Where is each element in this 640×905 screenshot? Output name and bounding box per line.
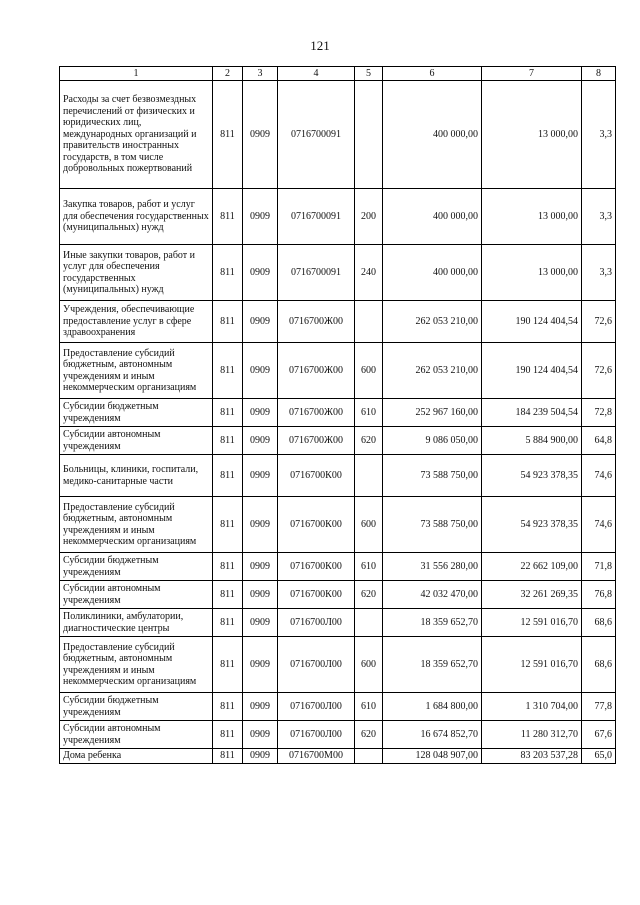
- cell-grbs: 811: [213, 749, 243, 764]
- cell-actual-amount: 190 124 404,54: [482, 343, 582, 399]
- cell-section: 0909: [243, 343, 278, 399]
- header-row: [60, 67, 616, 81]
- cell-grbs: 811: [213, 343, 243, 399]
- cell-expense-type: [355, 81, 383, 189]
- cell-actual-amount: 22 662 109,00: [482, 553, 582, 581]
- cell-section: 0909: [243, 455, 278, 497]
- cell-name: Субсидии автономным учреждениям: [60, 581, 213, 609]
- cell-plan-amount: 252 967 160,00: [383, 399, 482, 427]
- table-row: [60, 427, 616, 455]
- table-row: [60, 637, 616, 693]
- cell-plan-amount: 400 000,00: [383, 81, 482, 189]
- cell-grbs: 811: [213, 721, 243, 749]
- col-header: 6: [383, 67, 482, 81]
- cell-name: Предоставление субсидий бюджетным, автономным учреждениям и иным некоммерческим организациям: [60, 343, 213, 399]
- cell-target-article: 0716700К00: [278, 581, 355, 609]
- cell-target-article: 0716700М00: [278, 749, 355, 764]
- cell-plan-amount: 262 053 210,00: [383, 343, 482, 399]
- col-header: 3: [243, 67, 278, 81]
- cell-percent: 72,6: [582, 301, 616, 343]
- cell-target-article: 0716700091: [278, 189, 355, 245]
- cell-target-article: 0716700Ж00: [278, 399, 355, 427]
- cell-percent: 77,8: [582, 693, 616, 721]
- cell-name: Больницы, клиники, госпитали, медико-санитарные части: [60, 455, 213, 497]
- budget-table: [59, 66, 616, 764]
- cell-name: Предоставление субсидий бюджетным, автономным учреждениям и иным некоммерческим организациям: [60, 637, 213, 693]
- cell-expense-type: 200: [355, 189, 383, 245]
- cell-plan-amount: 9 086 050,00: [383, 427, 482, 455]
- cell-section: 0909: [243, 637, 278, 693]
- cell-expense-type: 610: [355, 693, 383, 721]
- cell-actual-amount: 1 310 704,00: [482, 693, 582, 721]
- cell-section: 0909: [243, 189, 278, 245]
- cell-plan-amount: 1 684 800,00: [383, 693, 482, 721]
- table-row: [60, 81, 616, 189]
- cell-percent: 68,6: [582, 609, 616, 637]
- cell-target-article: 0716700091: [278, 245, 355, 301]
- cell-percent: 3,3: [582, 189, 616, 245]
- cell-percent: 74,6: [582, 497, 616, 553]
- cell-expense-type: [355, 455, 383, 497]
- cell-section: 0909: [243, 399, 278, 427]
- cell-name: Расходы за счет безвозмездных перечислений от физических и юридических лиц, международных организаций и правительств иностранных государств, в том числе добровольных пожертвований: [60, 81, 213, 189]
- col-header: 1: [60, 67, 213, 81]
- cell-expense-type: [355, 749, 383, 764]
- cell-expense-type: 620: [355, 581, 383, 609]
- cell-actual-amount: 12 591 016,70: [482, 609, 582, 637]
- cell-target-article: 0716700Ж00: [278, 343, 355, 399]
- cell-target-article: 0716700Ж00: [278, 301, 355, 343]
- cell-target-article: 0716700Л00: [278, 609, 355, 637]
- cell-plan-amount: 42 032 470,00: [383, 581, 482, 609]
- cell-plan-amount: 18 359 652,70: [383, 637, 482, 693]
- col-header: 7: [482, 67, 582, 81]
- cell-name: Предоставление субсидий бюджетным, автономным учреждениям и иным некоммерческим организациям: [60, 497, 213, 553]
- page-number: 121: [310, 38, 330, 53]
- table-row: [60, 609, 616, 637]
- cell-name: Закупка товаров, работ и услуг для обеспечения государственных (муниципальных) нужд: [60, 189, 213, 245]
- cell-target-article: 0716700Л00: [278, 637, 355, 693]
- cell-percent: 3,3: [582, 245, 616, 301]
- table-row: [60, 343, 616, 399]
- cell-actual-amount: 13 000,00: [482, 81, 582, 189]
- col-header: 5: [355, 67, 383, 81]
- col-header: 2: [213, 67, 243, 81]
- cell-expense-type: 620: [355, 427, 383, 455]
- cell-expense-type: 610: [355, 399, 383, 427]
- cell-percent: 3,3: [582, 81, 616, 189]
- cell-percent: 76,8: [582, 581, 616, 609]
- cell-section: 0909: [243, 609, 278, 637]
- cell-section: 0909: [243, 427, 278, 455]
- cell-percent: 71,8: [582, 553, 616, 581]
- cell-grbs: 811: [213, 189, 243, 245]
- cell-actual-amount: 13 000,00: [482, 245, 582, 301]
- cell-grbs: 811: [213, 301, 243, 343]
- cell-target-article: 0716700Ж00: [278, 427, 355, 455]
- cell-actual-amount: 54 923 378,35: [482, 497, 582, 553]
- cell-name: Субсидии автономным учреждениям: [60, 427, 213, 455]
- cell-percent: 64,8: [582, 427, 616, 455]
- cell-name: Субсидии автономным учреждениям: [60, 721, 213, 749]
- table-row: [60, 399, 616, 427]
- cell-target-article: 0716700Л00: [278, 721, 355, 749]
- cell-grbs: 811: [213, 581, 243, 609]
- cell-actual-amount: 5 884 900,00: [482, 427, 582, 455]
- table-row: [60, 497, 616, 553]
- cell-actual-amount: 11 280 312,70: [482, 721, 582, 749]
- cell-grbs: 811: [213, 637, 243, 693]
- cell-grbs: 811: [213, 399, 243, 427]
- cell-plan-amount: 73 588 750,00: [383, 455, 482, 497]
- cell-plan-amount: 128 048 907,00: [383, 749, 482, 764]
- cell-actual-amount: 54 923 378,35: [482, 455, 582, 497]
- cell-plan-amount: 31 556 280,00: [383, 553, 482, 581]
- cell-grbs: 811: [213, 455, 243, 497]
- cell-plan-amount: 262 053 210,00: [383, 301, 482, 343]
- cell-section: 0909: [243, 749, 278, 764]
- cell-grbs: 811: [213, 553, 243, 581]
- cell-plan-amount: 400 000,00: [383, 189, 482, 245]
- table-row: [60, 721, 616, 749]
- cell-actual-amount: 13 000,00: [482, 189, 582, 245]
- cell-expense-type: 600: [355, 497, 383, 553]
- cell-target-article: 0716700091: [278, 81, 355, 189]
- cell-plan-amount: 73 588 750,00: [383, 497, 482, 553]
- cell-section: 0909: [243, 81, 278, 189]
- cell-grbs: 811: [213, 427, 243, 455]
- cell-plan-amount: 18 359 652,70: [383, 609, 482, 637]
- cell-grbs: 811: [213, 497, 243, 553]
- cell-name: Субсидии бюджетным учреждениям: [60, 693, 213, 721]
- cell-section: 0909: [243, 721, 278, 749]
- cell-name: Учреждения, обеспечивающие предоставление услуг в сфере здравоохранения: [60, 301, 213, 343]
- cell-plan-amount: 16 674 852,70: [383, 721, 482, 749]
- cell-grbs: 811: [213, 609, 243, 637]
- cell-target-article: 0716700К00: [278, 553, 355, 581]
- cell-section: 0909: [243, 553, 278, 581]
- cell-percent: 72,6: [582, 343, 616, 399]
- cell-name: Дома ребенка: [60, 749, 213, 764]
- cell-percent: 74,6: [582, 455, 616, 497]
- table-row: [60, 189, 616, 245]
- cell-target-article: 0716700К00: [278, 497, 355, 553]
- cell-grbs: 811: [213, 81, 243, 189]
- cell-actual-amount: 12 591 016,70: [482, 637, 582, 693]
- cell-name: Субсидии бюджетным учреждениям: [60, 553, 213, 581]
- cell-plan-amount: 400 000,00: [383, 245, 482, 301]
- table-row: [60, 455, 616, 497]
- cell-expense-type: 600: [355, 343, 383, 399]
- cell-percent: 72,8: [582, 399, 616, 427]
- cell-actual-amount: 184 239 504,54: [482, 399, 582, 427]
- cell-name: Поликлиники, амбулатории, диагностические центры: [60, 609, 213, 637]
- cell-name: Иные закупки товаров, работ и услуг для обеспечения государственных (муниципальных) нужд: [60, 245, 213, 301]
- cell-name: Субсидии бюджетным учреждениям: [60, 399, 213, 427]
- cell-actual-amount: 83 203 537,28: [482, 749, 582, 764]
- table-row: [60, 553, 616, 581]
- cell-target-article: 0716700К00: [278, 455, 355, 497]
- table-row: [60, 749, 616, 764]
- cell-expense-type: 620: [355, 721, 383, 749]
- table-row: [60, 245, 616, 301]
- table-row: [60, 693, 616, 721]
- cell-section: 0909: [243, 301, 278, 343]
- cell-expense-type: 240: [355, 245, 383, 301]
- cell-grbs: 811: [213, 245, 243, 301]
- cell-percent: 65,0: [582, 749, 616, 764]
- cell-percent: 67,6: [582, 721, 616, 749]
- cell-section: 0909: [243, 245, 278, 301]
- cell-expense-type: [355, 609, 383, 637]
- cell-actual-amount: 190 124 404,54: [482, 301, 582, 343]
- cell-expense-type: 610: [355, 553, 383, 581]
- table-row: [60, 581, 616, 609]
- table-row: [60, 301, 616, 343]
- cell-percent: 68,6: [582, 637, 616, 693]
- col-header: 4: [278, 67, 355, 81]
- cell-expense-type: 600: [355, 637, 383, 693]
- cell-section: 0909: [243, 581, 278, 609]
- cell-section: 0909: [243, 693, 278, 721]
- cell-expense-type: [355, 301, 383, 343]
- cell-grbs: 811: [213, 693, 243, 721]
- cell-section: 0909: [243, 497, 278, 553]
- cell-target-article: 0716700Л00: [278, 693, 355, 721]
- col-header: 8: [582, 67, 616, 81]
- cell-actual-amount: 32 261 269,35: [482, 581, 582, 609]
